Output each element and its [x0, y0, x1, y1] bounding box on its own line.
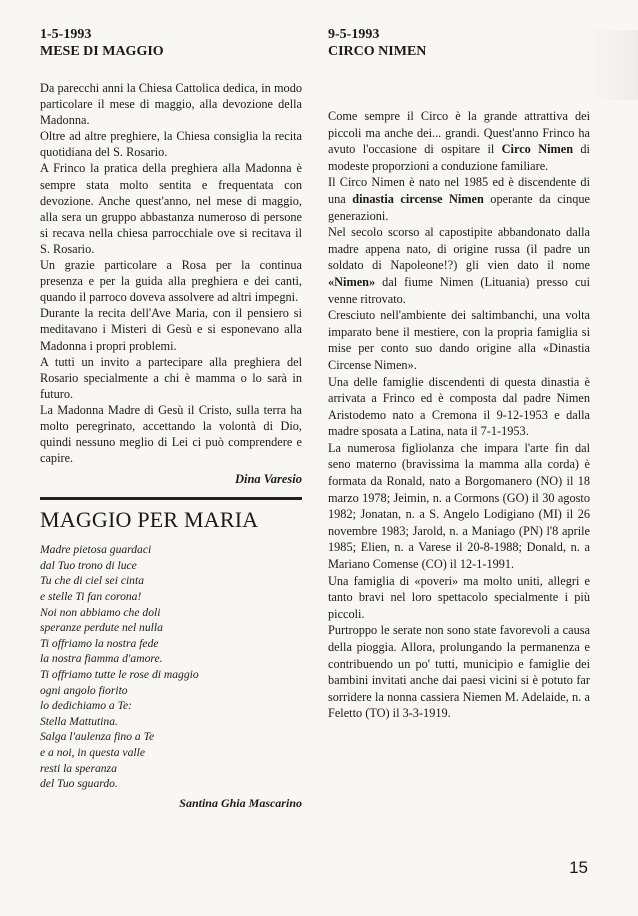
poem-line: Salga l'aulenza fino a Te [40, 730, 155, 744]
divider [40, 497, 302, 500]
paragraph: Una famiglia di «poveri» ma molto uniti, allegri e tanto bravi nel loro spettacolo specialmente i più piccoli. [328, 573, 590, 621]
paragraph: Durante la recita dell'Ave Maria, con il pensiero si meditavano i Misteri di Gesù e si esponevano alla Madonna i propri problemi. [40, 306, 302, 353]
poem-line: resti la speranza [40, 761, 117, 775]
paragraph: La Madonna Madre di Gesù il Cristo, sulla terra ha molto peregrinato, accettando la volontà di Dio, quindi nessuno meglio di Lei ci può comprendere e capire. [40, 402, 302, 466]
paragraph [328, 174, 590, 224]
facing-page-shadow [586, 30, 638, 100]
poem-line: la nostra fiamma d'amore. [40, 652, 163, 666]
paragraph: Cresciuto nell'ambiente dei saltimbanchi, una volta imparato bene il mestiere, con la propria famiglia si mise per conto suo dando origine alla «Dinastia Circense Nimen». [328, 308, 590, 372]
article-date: 1-5-1993 [40, 27, 92, 42]
poem-line: Stella Mattutina. [40, 714, 118, 728]
poem-line: Ti offriamo la nostra fede [40, 636, 159, 650]
poem-line: Ti offriamo tutte le rose di maggio [40, 668, 199, 681]
poem-line: speranze perdute nel nulla [40, 621, 163, 635]
article-author: Dina Varesio [234, 472, 302, 487]
poem-author: Santina Ghia Mascarino [179, 795, 302, 810]
paragraph: Oltre ad altre preghiere, la Chiesa consiglia la recita quotidiana del S. Rosario. [40, 129, 302, 160]
poem-line: Noi non abbiamo che doli [40, 605, 161, 619]
text-run: Come sempre il Circo è la grande attrattiva dei piccoli ma anche dei... grandi. Quest'anno Frinco ha avuto l'occasione di ospitare il [328, 109, 590, 157]
poem-line: ogni angolo fiorito [40, 683, 128, 697]
text-run: dal fiume Nimen (Lituania) presso cui venne ritrovato. [328, 274, 590, 306]
article-body [328, 108, 590, 722]
paragraph: A tutti un invito a partecipare alla preghiera del Rosario specialmente a chi è mamma o lo sarà in futuro. [40, 354, 302, 401]
article-body [40, 80, 302, 466]
poem-line: e stelle Ti fan corona! [40, 590, 142, 604]
right-column [328, 26, 590, 722]
poem-title: MAGGIO PER MARIA [40, 507, 259, 533]
left-column [40, 26, 302, 811]
poem-line: Madre pietosa guardaci [40, 543, 152, 557]
paragraph: La numerosa figliolanza che impara l'arte fin dal seno materno (bravissima la mamma alla corda) è formata da Ronald, nato a Borgomanero (NO) il 18 marzo 1978; Jeimin, n. a Cormons (GO) il 30 agosto 1982; Jonatan, n. a S. Angelo Lodigiano (MI) il 26 novembre 1983; Jarold, n. a Maniago (PN) l'8 aprile 1985; Elien, n. a Varese il 20-8-1988; Donald, n. a Mariano Comense (CO) il 12-1-1991. [328, 440, 590, 572]
poem-body [40, 542, 302, 792]
text-run: operante da cinque generazioni. [328, 191, 590, 223]
poem-line: Tu che di ciel sei cinta [40, 574, 144, 588]
paragraph: A Frinco la pratica della preghiera alla Madonna è sempre stata molto sentita e frequentata con devozione. Anche quest'anno, nel mese di maggio, alla sera un gruppo abbastanza numeroso di persone si recava nella chiesa parrocchiale ove si recitava il S. Rosario. [40, 161, 302, 256]
nimen-name-bold: «Nimen» [328, 274, 376, 289]
poem-line: e a noi, in questa valle [40, 745, 145, 759]
dynasty-bold: dinastia circense Nimen [352, 191, 484, 206]
article-title: CIRCO NIMEN [328, 44, 427, 59]
text-run: Il Circo Nimen è nato nel 1985 ed è discendente di una [328, 175, 590, 206]
paragraph: Una delle famiglie discendenti di questa dinastia è arrivata a Frinco ed è composta dal padre Nimen Aristodemo nato a Cremona il 9-12-1953 e dalla madre sposata a Latina, nata il 7-1-1953. [328, 374, 590, 439]
text-run: Nel secolo scorso al capostipite abbandonato dalla madre appena nato, di origine russa (il padre un soldato di Napoleone!?) gli vien dato il nome [328, 225, 590, 273]
paragraph [328, 108, 590, 174]
article-title: MESE DI MAGGIO [40, 44, 164, 59]
page-number: 15 [569, 858, 588, 877]
poem-line: dal Tuo trono di luce [40, 558, 137, 572]
paragraph [328, 224, 590, 307]
circus-name-bold: Circo Nimen [501, 142, 574, 157]
poem-line: del Tuo sguardo. [40, 777, 118, 791]
poem-line: lo dedichiamo a Te: [40, 699, 132, 713]
article-date: 9-5-1993 [328, 27, 380, 42]
text-run: di modeste proporzioni a conduzione familiare. [328, 142, 590, 173]
paragraph: Un grazie particolare a Rosa per la continua presenza e per la guida alla preghiera e dei canti, quando il parroco doveva assolvere ad altri impegni. [40, 258, 302, 305]
paragraph: Da parecchi anni la Chiesa Cattolica dedica, in modo particolare il mese di maggio, alla devozione della Madonna. [40, 81, 302, 128]
paragraph: Purtroppo le serate non sono state favorevoli a causa della pioggia. Allora, prolungando la permanenza e contribuendo un po' tutti, municipio e famiglie dei bambini invitati anche dai paesi vicini si è potuto far sorridere la nonna cassiera Niemen M. Adelaide, n. a Feletto (TO) il 3-3-1919. [328, 623, 590, 721]
